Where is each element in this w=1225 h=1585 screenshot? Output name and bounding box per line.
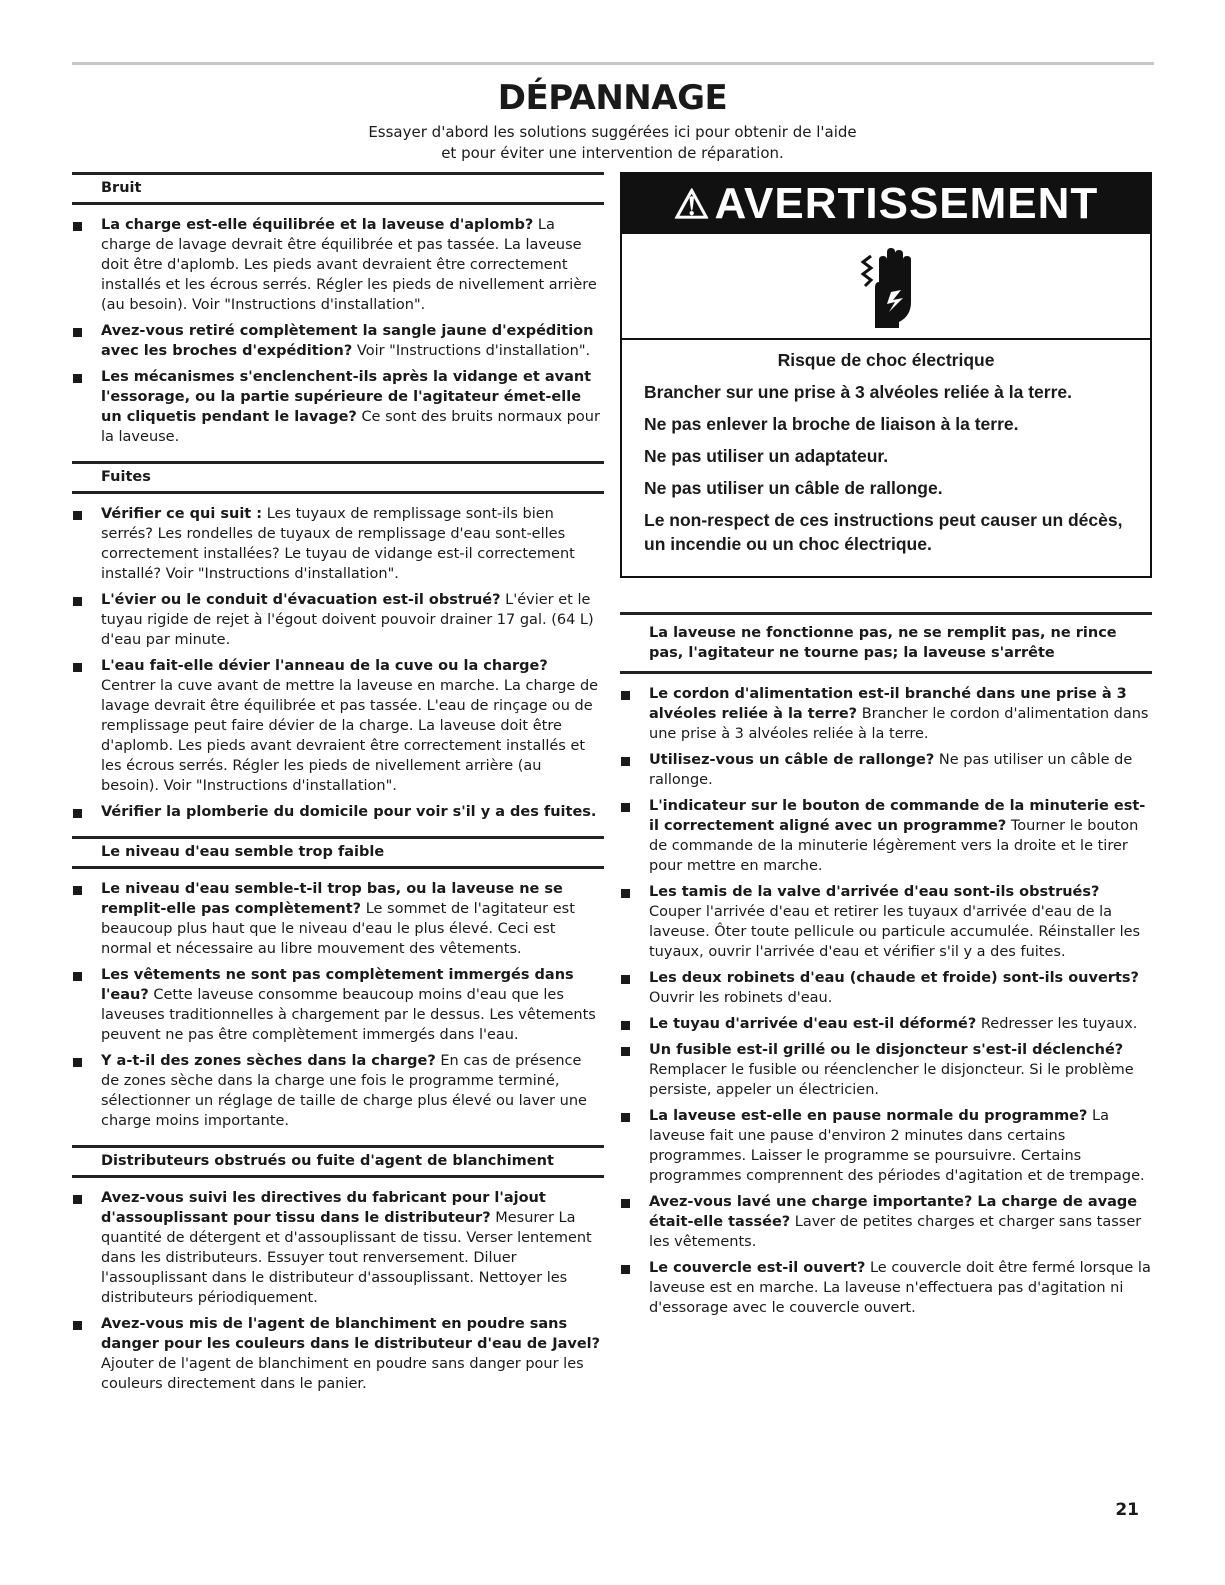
page-subtitle: Essayer d'abord les solutions suggérées ici pour obtenir de l'aide et pour éviter une intervention de réparation.	[368, 123, 857, 162]
list-item: Un fusible est-il grillé ou le disjoncteur s'est-il déclenché? Remplacer le fusible ou réenclencher le disjoncteur. Si le problème persiste, appeler un électricien.	[620, 1040, 1152, 1100]
list-item: Avez-vous retiré complètement la sangle jaune d'expédition avec les broches d'expédition? Voir "Instructions d'installation".	[72, 321, 604, 361]
page-title: DÉPANNAGE	[497, 78, 728, 118]
bullet-icon	[621, 1047, 630, 1056]
warning-line: Ne pas enlever la broche de liaison à la terre.	[644, 414, 1019, 434]
item-list	[620, 674, 1152, 1332]
list-item: L'eau fait-elle dévier l'anneau de la cuve ou la charge? Centrer la cuve avant de mettre la laveuse en marche. La charge de lavage devrait être équilibrée et pas tassée. L'eau de rinçage ou de remplissage peut faire dévier de la charge. La laveuse doit être d'aplomb. Les pieds avant devraient être correctement installés et les écrous serrés. Régler les pieds de nivellement arrière (au besoin). Voir "Instructions d'installation".	[72, 656, 604, 796]
bullet-icon	[621, 889, 630, 898]
item-list	[72, 869, 604, 1145]
bullet-icon	[621, 975, 630, 984]
bullet-icon	[73, 597, 82, 606]
bullet-icon	[621, 1021, 630, 1030]
bullet-icon	[73, 809, 82, 818]
list-item: Les tamis de la valve d'arrivée d'eau sont-ils obstrués? Couper l'arrivée d'eau et retirer les tuyaux d'arrivée d'eau de la laveuse. Ôter toute pellicule ou particule accumulée. Réinstaller les tuyaux, ouvrir l'arrivée d'eau et vérifier s'il y a des fuites.	[620, 882, 1152, 962]
bullet-icon	[73, 1195, 82, 1204]
list-item: Y a-t-il des zones sèches dans la charge? En cas de présence de zones sèche dans la charge une fois le programme terminé, sélectionner un réglage de taille de charge plus élevé ou laver une charge moins importante.	[72, 1051, 604, 1131]
warning-header: ⚠AVERTISSEMENT	[622, 174, 1150, 234]
list-item: Avez-vous mis de l'agent de blanchiment en poudre sans danger pour les couleurs dans le distributeur d'eau de Javel? Ajouter de l'agent de blanchiment en poudre sans danger pour les couleurs directement dans le panier.	[72, 1314, 604, 1394]
list-item: La laveuse est-elle en pause normale du programme? La laveuse fait une pause d'environ 2 minutes dans certains programmes. Laisser le programme se poursuivre. Certains programmes comprennent des périodes d'agitation et de trempage.	[620, 1106, 1152, 1186]
item-list	[72, 1178, 604, 1408]
left-column	[72, 172, 604, 1408]
section-title: Le niveau d'eau semble trop faible	[72, 836, 604, 869]
list-item: Le tuyau d'arrivée d'eau est-il déformé? Redresser les tuyaux.	[620, 1014, 1152, 1034]
list-item: Les vêtements ne sont pas complètement immergés dans l'eau? Cette laveuse consomme beaucoup moins d'eau que les laveuses traditionnelles à chargement par le dessus. Les vêtements peuvent ne pas être complètement immergés dans l'eau.	[72, 965, 604, 1045]
list-item: Les deux robinets d'eau (chaude et froide) sont-ils ouverts? Ouvrir les robinets d'eau.	[620, 968, 1152, 1008]
warning-triangle-icon: ⚠	[673, 183, 711, 227]
bullet-icon	[621, 691, 630, 700]
list-item: Vérifier la plomberie du domicile pour voir s'il y a des fuites.	[72, 802, 604, 822]
list-item: Vérifier ce qui suit : Les tuyaux de remplissage sont-ils bien serrés? Les rondelles de tuyaux de remplissage d'eau sont-elles correctement installées? Le tuyau de vidange est-il correctement installé? Voir "Instructions d'installation".	[72, 504, 604, 584]
warning-line: Le non-respect de ces instructions peut causer un décès, un incendie ou un choc électrique.	[644, 510, 1123, 554]
list-item: Avez-vous lavé une charge importante? La charge de avage était-elle tassée? Laver de petites charges et charger sans tasser les vêtements.	[620, 1192, 1152, 1252]
item-list	[72, 205, 604, 461]
bullet-icon	[73, 663, 82, 672]
list-item: Utilisez-vous un câble de rallonge? Ne pas utiliser un câble de rallonge.	[620, 750, 1152, 790]
section-title: Bruit	[72, 172, 604, 205]
bullet-icon	[621, 1113, 630, 1122]
warning-line: Brancher sur une prise à 3 alvéoles reliée à la terre.	[644, 382, 1073, 402]
list-item: Le niveau d'eau semble-t-il trop bas, ou la laveuse ne se remplit-elle pas complètement? Le sommet de l'agitateur est beaucoup plus haut que le niveau d'eau le plus élevé. Ceci est normal et nécessaire au libre mouvement des vêtements.	[72, 879, 604, 959]
section-title: Fuites	[72, 461, 604, 494]
section-niveau-eau	[72, 836, 604, 1145]
list-item: Les mécanismes s'enclenchent-ils après la vidange et avant l'essorage, ou la partie supérieure de l'agitateur émet-elle un cliquetis pendant le lavage? Ce sont des bruits normaux pour la laveuse.	[72, 367, 604, 447]
section-distributeurs	[72, 1145, 604, 1408]
item-list	[72, 494, 604, 836]
warning-risk: Risque de choc électrique	[777, 350, 995, 370]
bullet-icon	[73, 972, 82, 981]
electric-shock-hand-icon	[841, 238, 931, 334]
list-item: Le couvercle est-il ouvert? Le couvercle doit être fermé lorsque la laveuse est en marche. La laveuse n'effectuera pas d'agitation ni d'essorage avec le couvercle ouvert.	[620, 1258, 1152, 1318]
section-title: Distributeurs obstrués ou fuite d'agent de blanchiment	[72, 1145, 604, 1178]
section-fuites	[72, 461, 604, 836]
list-item: L'évier ou le conduit d'évacuation est-il obstrué? L'évier et le tuyau rigide de rejet à l'égout doivent pouvoir drainer 17 gal. (64 L) d'eau par minute.	[72, 590, 604, 650]
page-number: 21	[1115, 1500, 1139, 1520]
bullet-icon	[621, 1265, 630, 1274]
bullet-icon	[621, 1199, 630, 1208]
warning-illustration	[622, 234, 1150, 340]
list-item: Avez-vous suivi les directives du fabricant pour l'ajout d'assouplissant pour tissu dans le distributeur? Mesurer La quantité de détergent et d'assouplissant de tissu. Verser lentement dans les distributeurs. Essuyer tout renversement. Diluer l'assouplissant dans le distributeur d'assouplissant. Nettoyer les distributeurs périodiquement.	[72, 1188, 604, 1308]
right-column	[620, 172, 1152, 1332]
section-bruit	[72, 172, 604, 461]
bullet-icon	[621, 803, 630, 812]
bullet-icon	[73, 222, 82, 231]
bullet-icon	[73, 511, 82, 520]
list-item: Le cordon d'alimentation est-il branché dans une prise à 3 alvéoles reliée à la terre? Brancher le cordon d'alimentation dans une prise à 3 alvéoles reliée à la terre.	[620, 684, 1152, 744]
bullet-icon	[73, 1321, 82, 1330]
bullet-icon	[73, 886, 82, 895]
bullet-icon	[73, 374, 82, 383]
top-rule	[72, 62, 1154, 65]
bullet-icon	[621, 757, 630, 766]
bullet-icon	[73, 328, 82, 337]
section-title: La laveuse ne fonctionne pas, ne se remplit pas, ne rince pas, l'agitateur ne tourne pas; la laveuse s'arrête	[620, 612, 1152, 674]
warning-box	[620, 172, 1152, 578]
list-item: La charge est-elle équilibrée et la laveuse d'aplomb? La charge de lavage devrait être équilibrée et pas tassée. La laveuse doit être d'aplomb. Les pieds avant devraient être correctement installés et les écrous serrés. Régler les pieds de nivellement arrière (au besoin). Voir "Instructions d'installation".	[72, 215, 604, 315]
warning-body	[622, 340, 1150, 576]
list-item: L'indicateur sur le bouton de commande de la minuterie est-il correctement aligné avec un programme? Tourner le bouton de commande de la minuterie légèrement vers la droite et le tirer pour mettre en marche.	[620, 796, 1152, 876]
bullet-icon	[73, 1058, 82, 1067]
section-ne-fonctionne-pas	[620, 612, 1152, 1332]
warning-line: Ne pas utiliser un câble de rallonge.	[644, 478, 943, 498]
warning-line: Ne pas utiliser un adaptateur.	[644, 446, 889, 466]
